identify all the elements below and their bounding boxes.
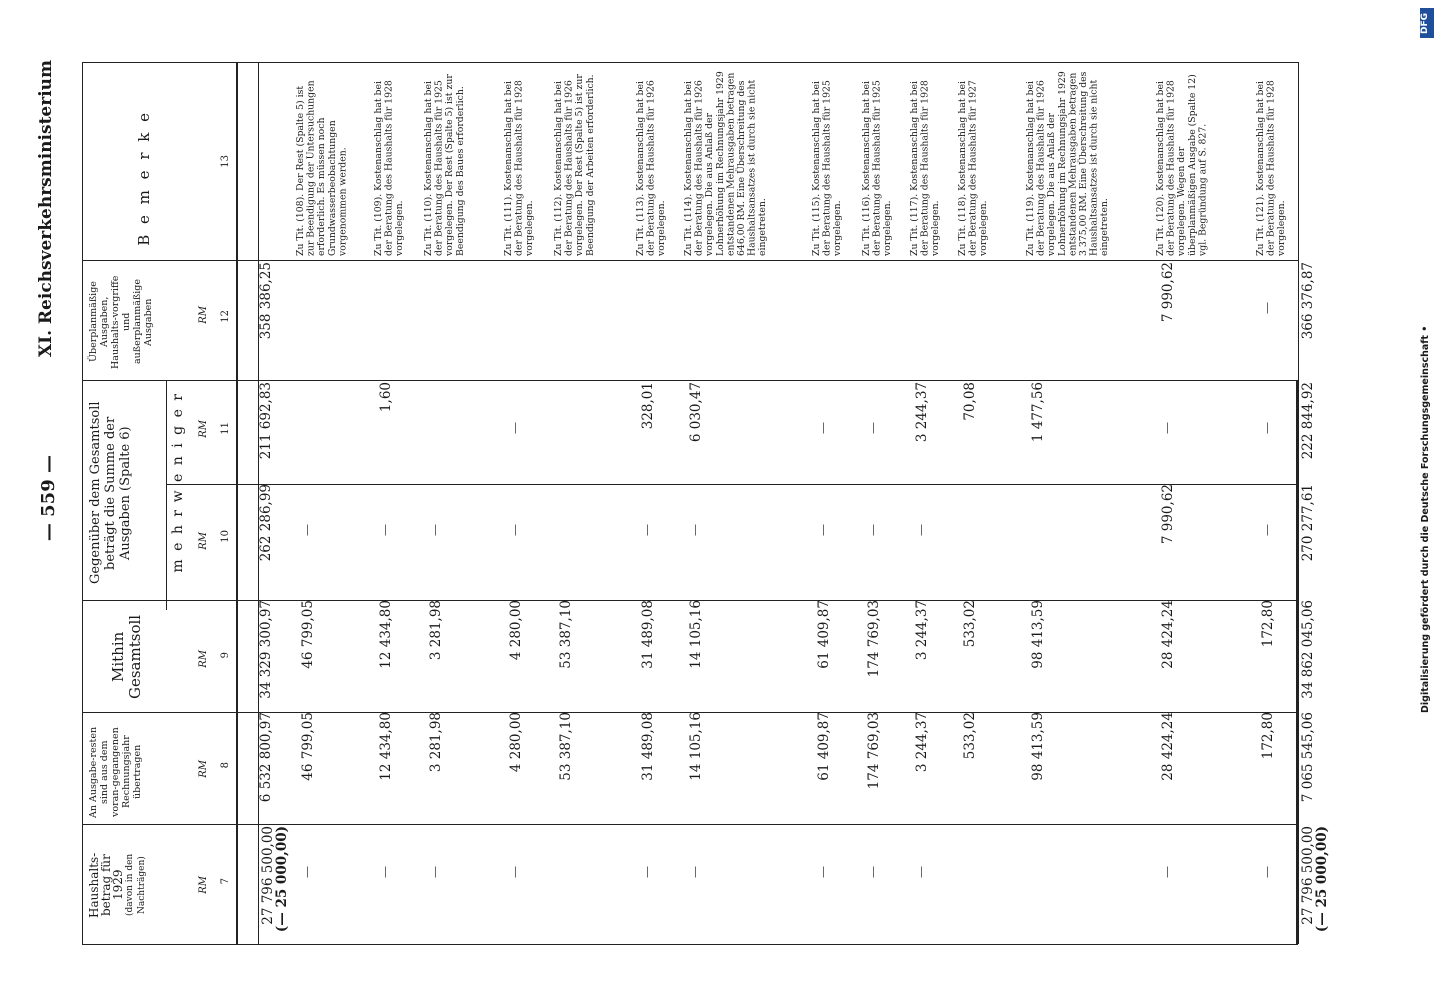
row-1-c7: — bbox=[300, 866, 314, 878]
row-3-c9: 3 281,98 bbox=[428, 600, 444, 661]
header-col7: Haushalts-betrag für 1929 (davon in den Nachträgen) bbox=[87, 852, 147, 918]
row-5-c8: 53 387,10 bbox=[558, 712, 574, 781]
unit-col7: RM bbox=[198, 876, 209, 894]
row-3-c7: — bbox=[428, 866, 442, 878]
row-2-c8: 12 434,80 bbox=[378, 712, 394, 781]
row-2-c7: — bbox=[378, 866, 392, 878]
unit-col11: RM bbox=[198, 420, 209, 438]
colno-13: 13 bbox=[220, 155, 231, 168]
total-c7b: (— 25 000,00) bbox=[1314, 826, 1330, 933]
row-13-c7: — bbox=[1160, 866, 1174, 878]
page-number: — 559 — bbox=[38, 455, 59, 542]
colno-7: 7 bbox=[220, 878, 231, 885]
header-col12: Überplanmäßige Ausgaben, Haushalts-vorgriffe und außerplanmäßige Ausgaben bbox=[88, 275, 154, 369]
row-6-c11: 328,01 bbox=[640, 382, 656, 430]
row-9-c8: 174 769,03 bbox=[866, 712, 882, 790]
header-col10: m e h r bbox=[170, 508, 186, 573]
row-6-c8: 31 489,08 bbox=[640, 712, 656, 781]
row-7-c10: — bbox=[688, 524, 702, 536]
unit-col8: RM bbox=[198, 760, 209, 778]
total-c8: 7 065 545,06 bbox=[1300, 712, 1316, 803]
row-4-c9: 4 280,00 bbox=[508, 600, 524, 661]
row-8-remark: Zu Tit. (115). Kostenanschlag hat bei der Beratung des Haushalts für 1925 vorgelegen. bbox=[811, 80, 844, 256]
row-10-c10: — bbox=[914, 524, 928, 536]
row-10-remark: Zu Tit. (117). Kostenanschlag hat bei der Beratung des Haushalts für 1928 vorgelegen. bbox=[909, 80, 942, 256]
row-10-c11: 3 244,37 bbox=[914, 382, 930, 443]
row-2-c9: 12 434,80 bbox=[378, 600, 394, 669]
header-col9: Mithin Gesamtsoll bbox=[109, 614, 144, 700]
row-1-c10: — bbox=[300, 524, 314, 536]
row-6-c7: — bbox=[640, 866, 654, 878]
total-c10: 270 277,61 bbox=[1300, 484, 1316, 562]
row-9-c7: — bbox=[866, 866, 880, 878]
row-9-c10: — bbox=[866, 524, 880, 536]
header-col11: w e n i g e r bbox=[170, 392, 186, 503]
row-12-remark: Zu Tit. (119). Kostenanschlag hat bei der Beratung des Haushalts für 1926 vorgelegen. Die aus Anlaß der Lohnerhöhung im Rechnungsjahr 1929 entstandenen Mehrausgaben betragen 3 375,00 RM. Eine Überschreitung des Haushaltsansatzes ist durch sie nicht eingetreten. bbox=[1025, 71, 1111, 256]
total-c9: 34 862 045,06 bbox=[1300, 600, 1316, 699]
row-14-c12: — bbox=[1260, 302, 1274, 314]
row-7-c9: 14 105,16 bbox=[688, 600, 704, 669]
row-4-c11: — bbox=[508, 422, 522, 434]
row-14-c10: — bbox=[1260, 524, 1274, 536]
total-c7: 27 796 500,00 bbox=[1300, 826, 1316, 925]
row-1-remark: Zu Tit. (108). Der Rest (Spalte 5) ist zur Beendigung der Untersuchungen erforderlich. Es müssen noch Grundwasserbeobachtungen vorgenommen werden. bbox=[295, 80, 349, 256]
total-c11: 222 844,92 bbox=[1300, 382, 1316, 460]
row-11-c8: 533,02 bbox=[962, 712, 978, 760]
row-12-c11: 1 477,56 bbox=[1030, 382, 1046, 443]
carry-c8: 6 532 800,97 bbox=[258, 712, 274, 803]
row-3-remark: Zu Tit. (110). Kostenanschlag hat bei der Beratung des Haushalts für 1925 vorgelegen. Der Rest (Spalte 5) ist zur Beendigung des Baues erforderlich. bbox=[423, 74, 466, 256]
row-13-c12: 7 990,62 bbox=[1160, 262, 1176, 323]
colno-8: 8 bbox=[220, 762, 231, 769]
row-3-c10: — bbox=[428, 524, 442, 536]
row-14-remark: Zu Tit. (121). Kostenanschlag hat bei der Beratung des Haushalts für 1928 vorgelegen. bbox=[1255, 80, 1288, 256]
header-group-difference: Gegenüber dem Gesamtsoll beträgt die Summe der Ausgaben (Spalte 6) bbox=[88, 401, 133, 585]
row-13-c8: 28 424,24 bbox=[1160, 712, 1176, 781]
row-6-c10: — bbox=[640, 524, 654, 536]
colno-9: 9 bbox=[220, 652, 231, 659]
row-8-c7: — bbox=[816, 866, 830, 878]
ministry-title: XI. Reichsverkehrsministerium bbox=[36, 60, 56, 358]
row-5-c9: 53 387,10 bbox=[558, 600, 574, 669]
row-13-remark: Zu Tit. (120). Kostenanschlag hat bei der Beratung des Haushalts für 1928 vorgelegen. Wegen der überplanmäßigen Ausgabe (Spalte 12) vgl. Begründung auf S. 827. bbox=[1155, 74, 1209, 256]
colno-10: 10 bbox=[220, 530, 231, 543]
row-9-c9: 174 769,03 bbox=[866, 600, 882, 678]
row-14-c11: — bbox=[1260, 422, 1274, 434]
row-3-c8: 3 281,98 bbox=[428, 712, 444, 773]
row-7-remark: Zu Tit. (114). Kostenanschlag hat bei der Beratung des Haushalts für 1926 vorgelegen. Die aus Anlaß der Lohnerhöhung im Rechnungsjahr 1929 entstandenen Mehrausgaben betragen 646,00 RM. Eine Überschreitung des Haushaltsansatzes ist durch sie nicht eingetreten. bbox=[683, 71, 769, 256]
row-7-c8: 14 105,16 bbox=[688, 712, 704, 781]
unit-col10: RM bbox=[198, 532, 209, 550]
row-9-c11: — bbox=[866, 422, 880, 434]
row-4-c7: — bbox=[508, 866, 522, 878]
colno-11: 11 bbox=[220, 422, 231, 435]
row-8-c9: 61 409,87 bbox=[816, 600, 832, 669]
row-11-remark: Zu Tit. (118). Kostenanschlag hat bei der Beratung des Haushalts für 1927 vorgelegen. bbox=[957, 80, 990, 256]
row-5-remark: Zu Tit. (112). Kostenanschlag hat bei der Beratung des Haushalts für 1926 vorgelegen. Der Rest (Spalte 5) ist zur Beendigung der Arbeiten erforderlich. bbox=[553, 74, 596, 256]
row-2-c11: 1,60 bbox=[378, 382, 394, 413]
row-12-c8: 98 413,59 bbox=[1030, 712, 1046, 781]
unit-col12: RM bbox=[198, 306, 209, 324]
carry-c9: 34 329 300,97 bbox=[258, 600, 274, 699]
unit-col9: RM bbox=[198, 650, 209, 668]
row-1-c9: 46 799,05 bbox=[300, 600, 316, 669]
row-11-c9: 533,02 bbox=[962, 600, 978, 648]
header-col13: B e m e r k e bbox=[135, 110, 153, 246]
row-13-c9: 28 424,24 bbox=[1160, 600, 1176, 669]
dfg-logo: DFG bbox=[1420, 8, 1434, 38]
row-6-remark: Zu Tit. (113). Kostenanschlag hat bei der Beratung des Haushalts für 1926 vorgelegen. bbox=[635, 80, 668, 256]
row-4-c10: — bbox=[508, 524, 522, 536]
carry-c7b: (— 25 000,00) bbox=[274, 826, 290, 933]
row-11-c11: 70,08 bbox=[962, 382, 978, 421]
row-9-remark: Zu Tit. (116). Kostenanschlag hat bei der Beratung des Haushalts für 1925 vorgelegen. bbox=[861, 80, 894, 256]
row-4-c8: 4 280,00 bbox=[508, 712, 524, 773]
row-10-c7: — bbox=[914, 866, 928, 878]
row-10-c8: 3 244,37 bbox=[914, 712, 930, 773]
digitization-notice: Digitalisierung gefördert durch die Deutsche Forschungsgemeinschaft • bbox=[1420, 325, 1431, 713]
row-4-remark: Zu Tit. (111). Kostenanschlag hat bei der Beratung des Haushalts für 1928 vorgelegen. bbox=[503, 80, 536, 256]
carry-c11: 211 692,83 bbox=[258, 382, 274, 460]
header-col8: An Ausgabe-resten sind aus dem voran-gegangenen Rechnungsjahr übertragen bbox=[88, 726, 143, 818]
row-12-c9: 98 413,59 bbox=[1030, 600, 1046, 669]
carry-c12: 358 386,25 bbox=[258, 262, 274, 340]
row-2-remark: Zu Tit. (109). Kostenanschlag hat bei der Beratung des Haushalts für 1928 vorgelegen. bbox=[373, 80, 406, 256]
row-2-c10: — bbox=[378, 524, 392, 536]
row-10-c9: 3 244,37 bbox=[914, 600, 930, 661]
row-14-c7: — bbox=[1260, 866, 1274, 878]
row-7-c11: 6 030,47 bbox=[688, 382, 704, 443]
row-6-c9: 31 489,08 bbox=[640, 600, 656, 669]
row-1-c8: 46 799,05 bbox=[300, 712, 316, 781]
carry-c7: 27 796 500,00 bbox=[260, 826, 276, 925]
row-8-c10: — bbox=[816, 524, 830, 536]
row-13-c10: 7 990,62 bbox=[1160, 484, 1176, 545]
row-8-c8: 61 409,87 bbox=[816, 712, 832, 781]
row-13-c11: — bbox=[1160, 422, 1174, 434]
total-c12: 366 376,87 bbox=[1300, 262, 1316, 340]
row-14-c8: 172,80 bbox=[1260, 712, 1276, 760]
carry-c10: 262 286,99 bbox=[258, 484, 274, 562]
colno-12: 12 bbox=[220, 310, 231, 323]
row-7-c7: — bbox=[688, 866, 702, 878]
row-14-c9: 172,80 bbox=[1260, 600, 1276, 648]
row-8-c11: — bbox=[816, 422, 830, 434]
